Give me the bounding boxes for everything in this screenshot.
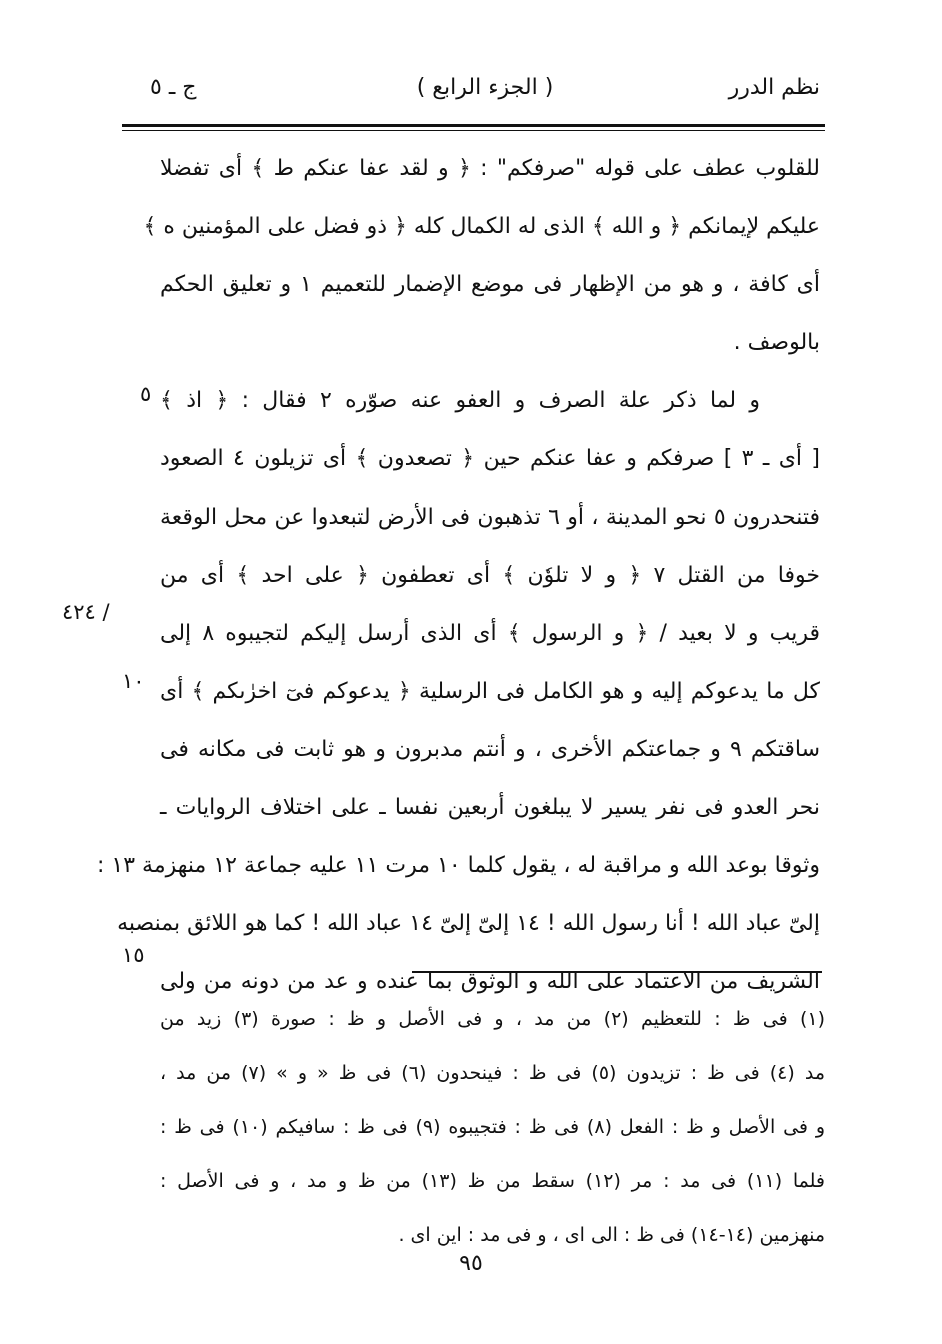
text-line: ساقتكم ٩ و جماعتكم الأخرى ، و أنتم مدبرون و هو ثابت فى مكانه فى: [160, 736, 821, 762]
footnote-line: فلما (١١) فى مد : مر (١٢) سقط من ظ (١٣) من ظ و مد ، و فى الأصل :: [160, 1170, 826, 1192]
volume-title: ( الجزء الرابع ): [416, 75, 554, 100]
text-line: قريب و لا بعيد / ﴿ و الرسول ﴾ أى الذى أرسل إليكم لتجيبوه ٨ إلى: [160, 620, 820, 646]
header-rule: [122, 124, 825, 127]
part-label: ج ـ ٥: [150, 75, 197, 100]
line-number-10: ١٠: [122, 669, 145, 693]
text-line: للقلوب عطف على قوله "صرفكم" : ﴿ و لقد عفا عنكم ط ﴾ أى تفضلا: [160, 156, 820, 181]
text-line: خوفا من القتل ٧ ﴿ و لا تلوٗن ﴾ أى تعطفون ﴿ على احد ﴾ أى من: [160, 562, 820, 588]
text-line: نحر العدو فى نفر يسير لا يبلغون أربعين نفسا ـ على اختلاف الروايات ـ: [160, 795, 820, 821]
text-line: وثوقا بوعد الله و مراقبة له ، يقول كلما ١٠ مرت ١١ عليه جماعة ١٢ منهزمة ١٣ :: [97, 853, 820, 879]
footnote-line: (١) فى ظ : للتعظيم (٢) من مد ، و فى الأصل و ظ : صورة (٣) زيد من: [160, 1008, 825, 1030]
footnote-line: منهزمين (١٤-١٤) فى ظ : الى اى ، و فى مد : اين اى .: [398, 1224, 825, 1246]
text-line: الشريف من الاعتماد على الله و الوثوق بما عنده و عد من دونه من ولى: [160, 969, 820, 995]
text-line: أى كافة ، و هو من الإظهار فى موضع الإضمار للتعميم ١ و تعليق الحكم: [160, 272, 820, 298]
line-number-15: ١٥: [122, 943, 145, 967]
text-line: كل ما يدعوكم إليه و هو الكامل فى الرسلية ﴿ يدعوكم فىٓ اخرٰىكم ﴾ أى: [160, 678, 820, 704]
running-header: [150, 68, 820, 112]
header-rule-thin: [122, 130, 825, 131]
book-title: نظم الدرر: [728, 75, 820, 100]
footnotes: [160, 992, 825, 1262]
text-line: إلىّ عباد الله ! أنا رسول الله ! ١٤ إلىّ إلىّ ١٤ عباد الله ! كما هو اللائق بمنصبه: [117, 911, 820, 937]
manuscript-folio: / ٤٢٤: [62, 600, 110, 624]
text-line: بالوصف .: [733, 330, 820, 356]
text-line: فتنحدرون ٥ نحو المدينة ، أو ٦ تذهبون فى الأرض لتبعدوا عن محل الوقعة: [160, 504, 820, 530]
page-number: ٩٥: [459, 1251, 483, 1276]
text-line: عليكم لإيمانكم ﴿ و الله ﴾ الذى له الكمال كله ﴿ ذو فضل على المؤمنين ه ﴾: [143, 214, 820, 240]
line-number-5: ٥: [140, 382, 152, 406]
footnote-line: و فى الأصل و ظ : الفعل (٨) فى ظ : فتجيبوه (٩) فى ظ : سافيكم (١٠) فى ظ :: [160, 1116, 826, 1138]
text-line: و لما ذكر علة الصرف و العفو عنه صوّره ٢ فقال : ﴿ اذ ﴾: [160, 388, 760, 414]
footnote-rule: [412, 971, 822, 973]
footnote-line: مد (٤) فى ظ : تزيدون (٥) فى ظ : فينحدون (٦) فى ظ « و » (٧) من مد ،: [160, 1062, 826, 1084]
text-line: [ أى ـ ٣ ] صرفكم و عفا عنكم حين ﴿ تصعدون ﴾ أى تزيلون ٤ الصعود: [160, 446, 820, 472]
